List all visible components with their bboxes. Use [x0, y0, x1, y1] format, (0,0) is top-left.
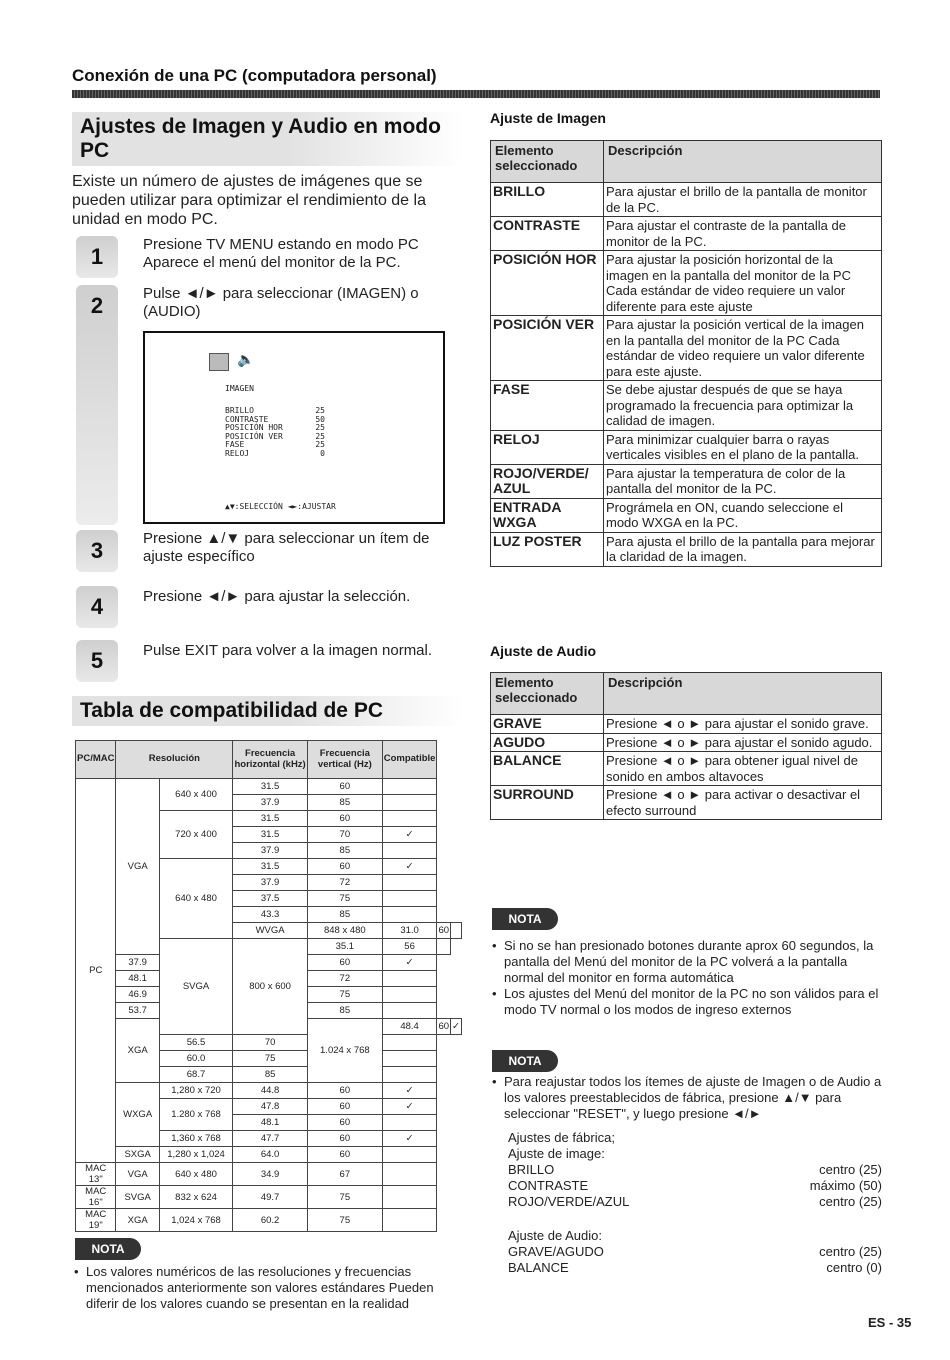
- nota-badge-1: NOTA: [75, 1238, 141, 1260]
- col-fh: Frecuencia horizontal (kHz): [233, 741, 308, 779]
- table-row: WXGA 1,280 x 720 44.8 60 ✓: [76, 1083, 462, 1099]
- pc-menu-screen: [143, 331, 445, 524]
- table-row: 37.9 85: [76, 843, 462, 859]
- intro-text: Existe un número de ajustes de imágenes que se pueden utilizar para optimizar el rendimiento de la unidad en modo PC.: [72, 173, 426, 228]
- table-row: 68.7 85: [76, 1067, 462, 1083]
- step-3-text: Presione ▲/▼ para seleccionar un ítem de ajuste específico: [143, 530, 430, 565]
- step-4-icon: 4: [76, 586, 118, 628]
- col-compat: Compatible: [382, 741, 437, 779]
- section-title-compat: Tabla de compatibilidad de PC: [72, 696, 464, 726]
- table-row: BALANCE Presione ◄ o ► para obtener igual nivel de sonido en ambos altavoces: [491, 752, 882, 786]
- nota-list-2: • Para reajustar todos los ítemes de ajuste de Imagen o de Audio a los valores preestablecidos de fábrica, presione ▲/▼ para seleccionar "RESET", y luego presione ◄/►: [490, 1074, 882, 1122]
- step-4-text: Presione ◄/► para ajustar la selección.: [143, 588, 411, 605]
- table-row: SXGA 1,280 x 1,024 64.0 60: [76, 1147, 462, 1163]
- table-row: ROJO/VERDE/ AZUL Para ajustar la temperatura de color de la pantalla del monitor de la PC.: [491, 464, 882, 498]
- monitor-icon: [209, 353, 229, 371]
- table-row: XGA 1.024 x 768 48.4 60 ✓: [76, 1019, 462, 1035]
- table-row: FASE Se debe ajustar después de que se haya programado la frecuencia para optimizar la calidad de imagen.: [491, 381, 882, 431]
- table-row: SVGA 800 x 600 35.1 56: [76, 939, 462, 955]
- table-row: GRAVE Presione ◄ o ► para ajustar el sonido grave.: [491, 715, 882, 734]
- audio-icon: 🔈: [237, 352, 255, 368]
- table-row: SURROUND Presione ◄ o ► para activar o desactivar el efecto surround: [491, 786, 882, 820]
- table-row: POSICIÓN HOR Para ajustar la posición horizontal de la imagen en la pantalla del monitor de la PC Cada estándar de video requiere un valor diferente para este ajuste: [491, 251, 882, 316]
- table-row: 56.5 70: [76, 1035, 462, 1051]
- table-row: BRILLO Para ajustar el brillo de la pantalla de monitor de la PC.: [491, 183, 882, 217]
- step-2-icon: 2: [90, 293, 104, 318]
- col-pcmac: PC/MAC: [76, 741, 116, 779]
- table-row: 53.7 85: [76, 1003, 462, 1019]
- table-row: 640 x 480 31.5 60 ✓: [76, 859, 462, 875]
- table-row: 720 x 400 31.5 60: [76, 811, 462, 827]
- nota-badge-2: NOTA: [492, 908, 558, 930]
- table-row: 48.1 60: [76, 1115, 462, 1131]
- audio-title: Ajuste de Audio: [490, 643, 597, 659]
- step-5-text: Pulse EXIT para volver a la imagen normal.: [143, 642, 433, 659]
- table-row: 46.9 75: [76, 987, 462, 1003]
- menu-items: BRILLO 25 CONTRASTE 50 POSICIÓN HOR 25 POSICIÓN VER 25 FASE 25 RELOJ 0: [225, 406, 325, 458]
- table-row: ENTRADA WXGA Prográmela en ON, cuando seleccione el modo WXGA en la PC.: [491, 498, 882, 532]
- imagen-table: Elemento seleccionado Descripción BRILLO Para ajustar el brillo de la pantalla de monitor de la PC. CONTRASTE Para ajustar el contraste de la pantalla de monitor de la PC. POSICIÓN HOR Para ajustar la posición horizontal de la imagen en la pantalla del monitor de la PC Cada estándar de video requiere un valor diferente para este ajuste POSICIÓN VER Para ajustar la posición vertical de la imagen en la pantalla del monitor de la PC Cada estándar de video requiere un valor diferente para este ajuste. FASE Se debe ajustar después de que se haya programado la frecuencia para optimizar la calidad de imagen. RELOJ Para minimizar cualquier barra o rayas verticales visibles en el plano de la pantalla. ROJO/VERDE/ AZUL Para ajustar la temperatura de color de la pantalla del monitor de la PC. ENTRADA WXGA Prográmela en ON, cuando seleccione el modo WXGA en la PC. LUZ POSTER Para ajusta el brillo de la pantalla para mejorar la claridad de la imagen.: [490, 140, 882, 567]
- table-row: 37.9 72: [76, 875, 462, 891]
- table-row: RELOJ Para minimizar cualquier barra o rayas verticales visibles en el plano de la pantalla.: [491, 430, 882, 464]
- table-row: PC VGA 640 x 400 31.5 60: [76, 779, 462, 795]
- step-5-icon: 5: [76, 640, 118, 682]
- audio-table: Elemento seleccionado Descripción GRAVE Presione ◄ o ► para ajustar el sonido grave. AGUDO Presione ◄ o ► para ajustar el sonido agudo. BALANCE Presione ◄ o ► para obtener igual nivel de sonido en ambos altavoces SURROUND Presione ◄ o ► para activar o desactivar el efecto surround: [490, 672, 882, 820]
- imagen-title: Ajuste de Imagen: [490, 110, 606, 126]
- table-row: 37.9 85: [76, 795, 462, 811]
- table-row: 37.5 75: [76, 891, 462, 907]
- table-row: LUZ POSTER Para ajusta el brillo de la pantalla para mejorar la claridad de la imagen.: [491, 532, 882, 566]
- col-fv: Frecuencia vertical (Hz): [307, 741, 382, 779]
- menu-footer: ▲▼:SELECCIÓN ◄►:AJUSTAR: [225, 502, 336, 511]
- table-row: 1.280 x 768 47.8 60 ✓: [76, 1099, 462, 1115]
- step-1-icon: 1: [76, 236, 118, 278]
- table-row: 43.3 85: [76, 907, 462, 923]
- compat-table: [75, 740, 462, 1232]
- page-header: Conexión de una PC (computadora personal): [72, 66, 437, 85]
- page-number: ES - 35: [868, 1315, 912, 1330]
- table-row: 31.5 70 ✓: [76, 827, 462, 843]
- step-1-text: Presione TV MENU estando en modo PC Aparece el menú del monitor de la PC.: [143, 236, 419, 271]
- table-row: MAC 16" SVGA 832 x 624 49.7 75: [76, 1186, 462, 1209]
- table-row: CONTRASTE Para ajustar el contraste de la pantalla de monitor de la PC.: [491, 217, 882, 251]
- nota-badge-3: NOTA: [492, 1050, 558, 1072]
- table-row: MAC 13" VGA 640 x 480 34.9 67: [76, 1163, 462, 1186]
- nota-list-1: • Si no se han presionado botones durante aprox 60 segundos, la pantalla del Menú del monitor de la PC volverá a la pantalla normal del monitor en forma automática • Los ajustes del Menú del monitor de la PC no son válidos para el modo TV normal o los modos de ingreso externos: [490, 938, 882, 1018]
- factory-settings: Ajustes de fábrica; Ajuste de image: BRILLO centro (25) CONTRASTE máximo (50) ROJO/VERDE/AZUL centro (25) Ajuste de Audio: GRAVE/AGUDO centro (25) BALANCE centro (0): [508, 1130, 882, 1275]
- step-3-icon: 3: [76, 530, 118, 572]
- table-row: 37.9 60 ✓: [76, 955, 462, 971]
- table-row: WVGA 848 x 480 31.0 60: [76, 923, 462, 939]
- header-rule: [72, 90, 880, 98]
- col-res: Resolución: [116, 741, 233, 779]
- table-row: AGUDO Presione ◄ o ► para ajustar el sonido agudo.: [491, 733, 882, 752]
- table-row: 60.0 75: [76, 1051, 462, 1067]
- table-row: 1,360 x 768 47.7 60 ✓: [76, 1131, 462, 1147]
- table-row: MAC 19" XGA 1,024 x 768 60.2 75: [76, 1209, 462, 1232]
- section-title-ajustes: Ajustes de Imagen y Audio en modo PC: [72, 112, 464, 166]
- table-row: POSICIÓN VER Para ajustar la posición vertical de la imagen en la pantalla del monitor de la PC Cada estándar de video requiere un valor diferente para este ajuste.: [491, 316, 882, 381]
- step-2-text: Pulse ◄/► para seleccionar (IMAGEN) o (AUDIO): [143, 285, 419, 320]
- compat-note: • Los valores numéricos de las resoluciones y frecuencias mencionados anteriormente son valores estándares Pueden diferir de los valores cuando se presentan en la realidad: [72, 1264, 462, 1312]
- menu-title: IMAGEN: [225, 384, 254, 393]
- table-row: 48.1 72: [76, 971, 462, 987]
